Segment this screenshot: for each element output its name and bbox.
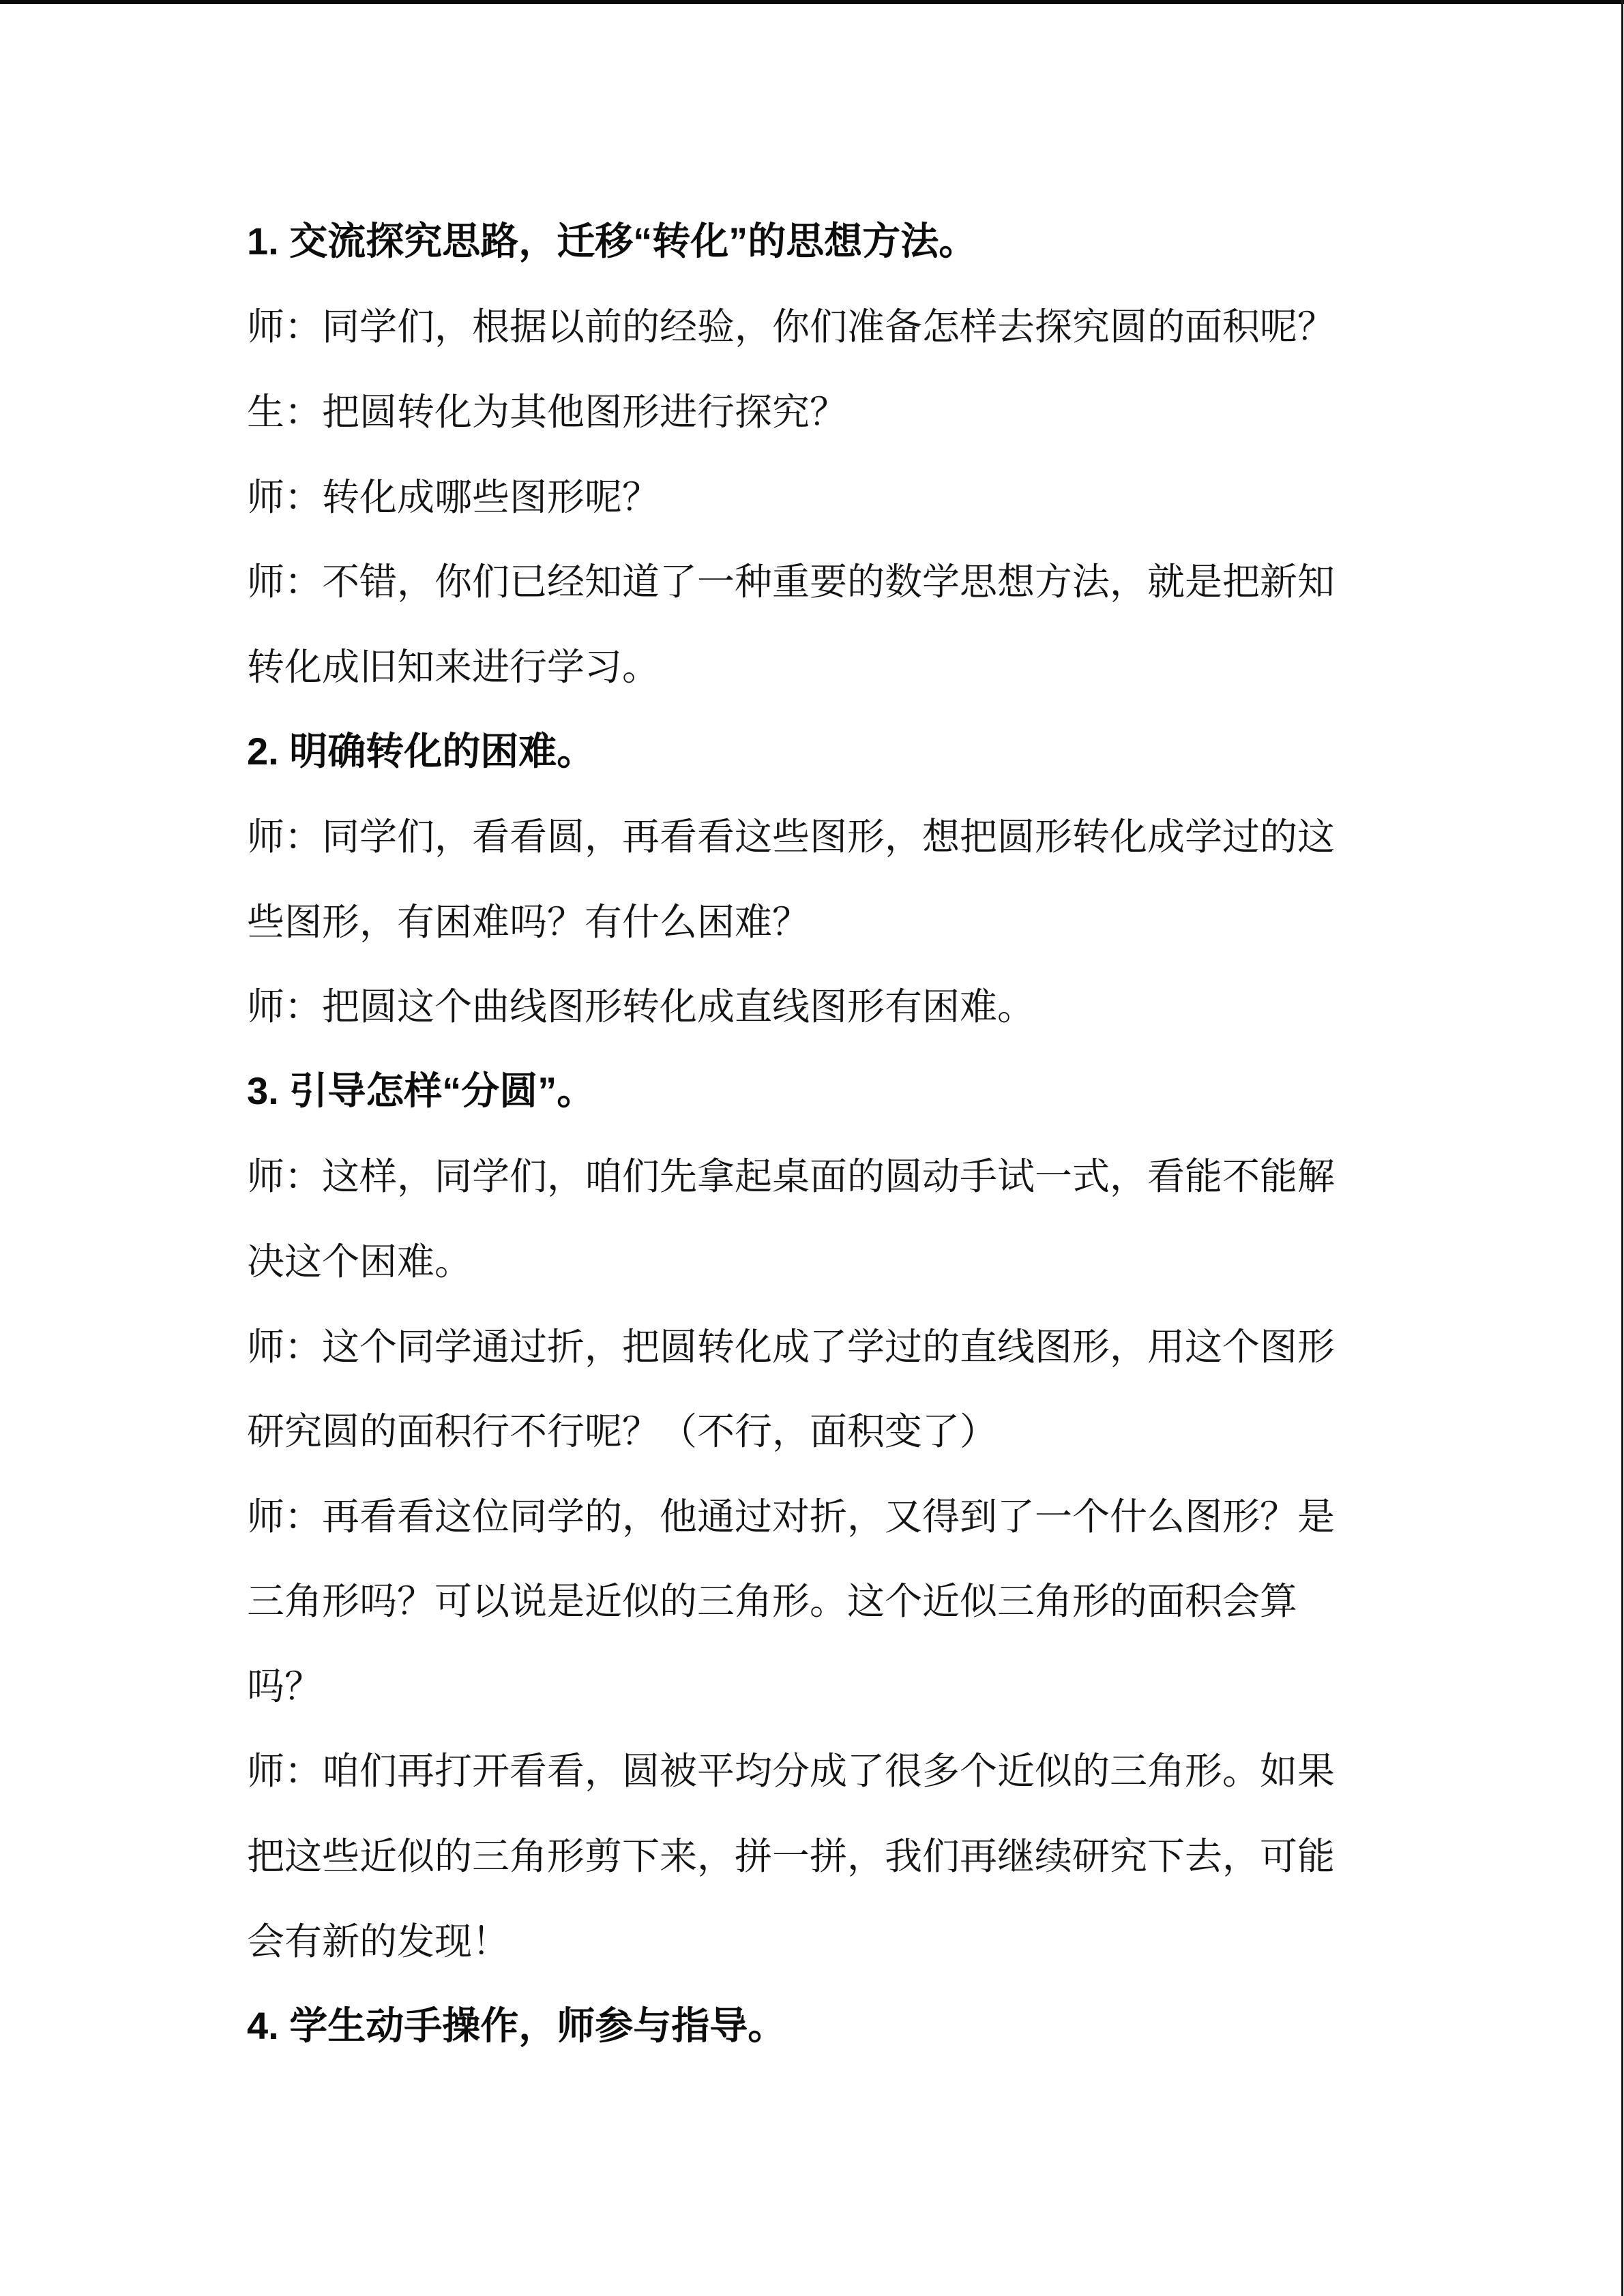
lesson-plan-text-block bbox=[247, 196, 1420, 2066]
dialogue-line-student: 生：把圆转化为其他图形进行探究？ bbox=[247, 391, 848, 433]
dialogue-line-teacher: 师：这样，同学们，咱们先拿起桌面的圆动手试一式，看能不能解 bbox=[247, 1156, 1335, 1198]
dialogue-line-continued: 决这个困难。 bbox=[247, 1240, 473, 1283]
dialogue-line-teacher: 师：同学们，根据以前的经验，你们准备怎样去探究圆的面积呢？ bbox=[247, 306, 1335, 348]
dialogue-line-continued: 些图形，有困难吗？有什么困难？ bbox=[247, 901, 810, 943]
section-heading-1: 1. 交流探究思路，迁移“转化”的思想方法。 bbox=[247, 220, 977, 263]
dialogue-line-continued: 三角形吗？可以说是近似的三角形。这个近似三角形的面积会算 bbox=[247, 1581, 1298, 1623]
dialogue-line-continued: 转化成旧知来进行学习。 bbox=[247, 646, 660, 688]
page-right-border bbox=[1621, 0, 1623, 2296]
dialogue-line-teacher: 师：转化成哪些图形呢？ bbox=[247, 476, 660, 518]
dialogue-line-continued: 吗？ bbox=[247, 1665, 323, 1708]
dialogue-line-teacher: 师：不错，你们已经知道了一种重要的数学思想方法，就是把新知 bbox=[247, 561, 1335, 603]
dialogue-line-teacher: 师：这个同学通过折，把圆转化成了学过的直线图形，用这个图形 bbox=[247, 1326, 1335, 1368]
dialogue-line-teacher: 师：咱们再打开看看，圆被平均分成了很多个近似的三角形。如果 bbox=[247, 1750, 1335, 1793]
section-heading-4: 4. 学生动手操作，师参与指导。 bbox=[247, 2003, 786, 2047]
dialogue-line-teacher: 师：再看看这位同学的，他通过对折，又得到了一个什么图形？是 bbox=[247, 1495, 1335, 1538]
dialogue-line-teacher: 师：同学们，看看圆，再看看这些图形，想把圆形转化成学过的这 bbox=[247, 816, 1335, 858]
page-top-border bbox=[0, 0, 1624, 4]
dialogue-line-continued: 把这些近似的三角形剪下来，拼一拼，我们再继续研究下去，可能 bbox=[247, 1836, 1335, 1878]
section-heading-2: 2. 明确转化的困难。 bbox=[247, 729, 595, 773]
dialogue-line-continued: 会有新的发现！ bbox=[247, 1920, 510, 1963]
dialogue-line-continued: 研究圆的面积行不行呢？（不行，面积变了） bbox=[247, 1411, 998, 1453]
section-heading-3: 3. 引导怎样“分圆”。 bbox=[247, 1069, 595, 1113]
dialogue-line-teacher: 师：把圆这个曲线图形转化成直线图形有困难。 bbox=[247, 986, 1035, 1028]
